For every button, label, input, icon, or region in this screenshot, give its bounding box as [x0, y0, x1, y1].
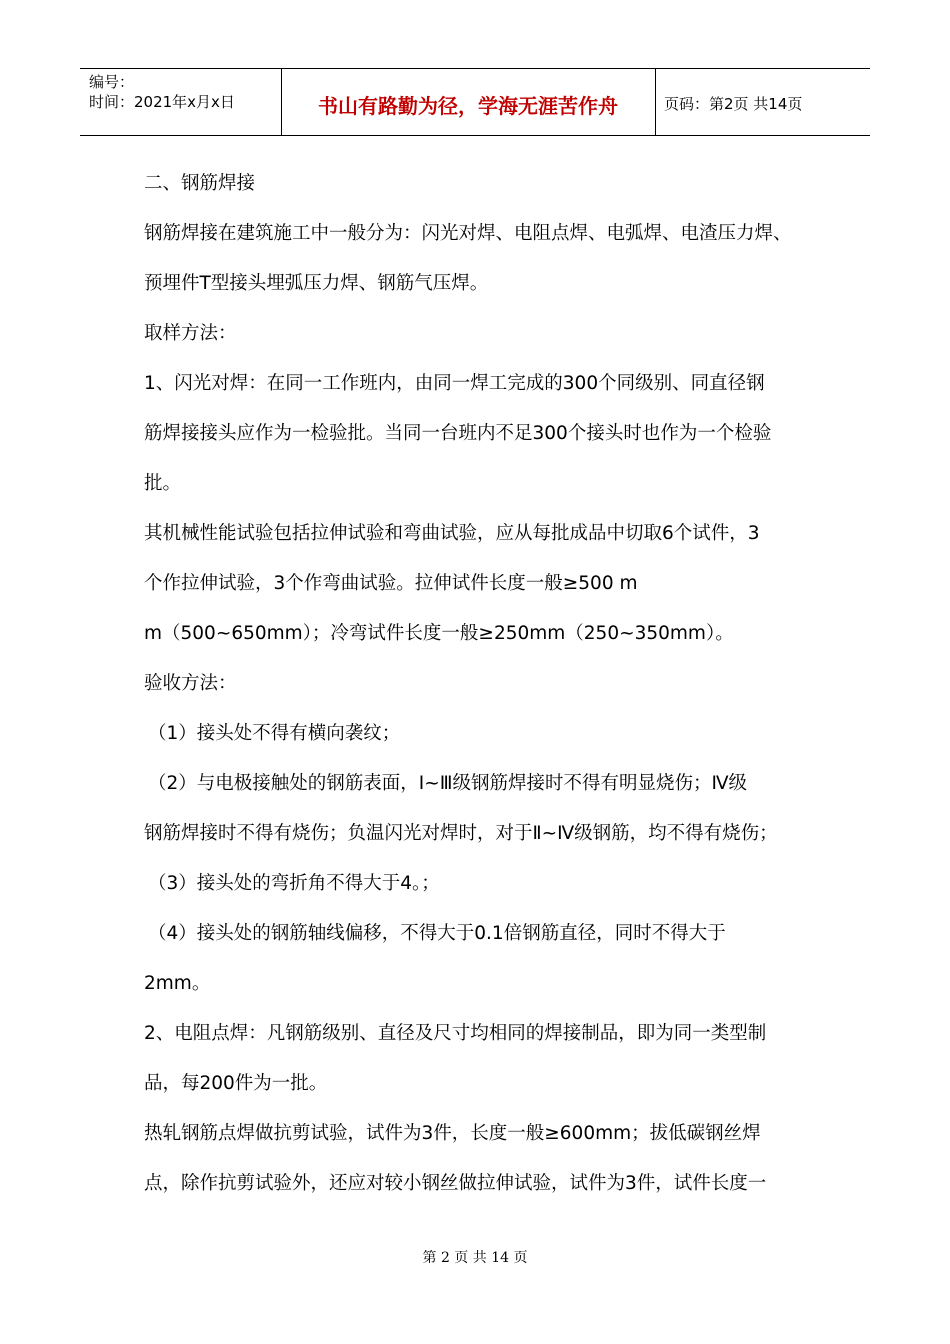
paragraph-line: 预埋件T型接头埋弧压力焊、钢筋气压焊。 — [144, 273, 489, 294]
paragraph-line: 钢筋焊接时不得有烧伤；负温闪光对焊时，对于Ⅱ~Ⅳ级钢筋，均不得有烧伤； — [144, 823, 778, 844]
document-body — [144, 167, 824, 1217]
header-page-info: 页码：第2页 共14页 — [664, 95, 803, 113]
paragraph-line: 其机械性能试验包括拉伸试验和弯曲试验，应从每批成品中切取6个试件，3 — [144, 523, 760, 544]
page-footer: 第 2 页 共 14 页 — [422, 1250, 528, 1266]
number-label: 编号： — [89, 73, 135, 91]
paragraph-line: 筋焊接接头应作为一检验批。当同一台班内不足300个接头时也作为一个检验 — [144, 423, 772, 444]
subheading-sampling: 取样方法： — [144, 323, 237, 344]
paragraph-line: m（500~650mm）；冷弯试件长度一般≥250mm（250~350mm）。 — [144, 623, 734, 644]
header-divider — [655, 68, 656, 136]
paragraph-line: 2mm。 — [144, 973, 211, 994]
paragraph-line: 点，除作抗剪试验外，还应对较小钢丝做拉伸试验，试件为3件，试件长度一 — [144, 1173, 767, 1194]
list-item: （1）接头处不得有横向袭纹； — [148, 723, 401, 744]
paragraph-line: 钢筋焊接在建筑施工中一般分为：闪光对焊、电阻点焊、电弧焊、电渣压力焊、 — [144, 223, 792, 244]
header-motto: 书山有路勤为径，学海无涯苦作舟 — [318, 94, 618, 118]
header-left-cell — [89, 72, 235, 112]
subheading-acceptance: 验收方法： — [144, 673, 237, 694]
paragraph-line: 2、电阻点焊：凡钢筋级别、直径及尺寸均相同的焊接制品，即为同一类型制 — [144, 1023, 767, 1044]
header-top-rule — [80, 68, 870, 69]
paragraph-line: 热轧钢筋点焊做抗剪试验，试件为3件，长度一般≥600mm；拔低碳钢丝焊 — [144, 1123, 761, 1144]
paragraph-line: 批。 — [144, 473, 182, 494]
header-bottom-rule — [80, 135, 870, 136]
list-item: （4）接头处的钢筋轴线偏移，不得大于0.1倍钢筋直径，同时不得大于 — [148, 923, 726, 944]
paragraph-line: 个作拉伸试验，3个作弯曲试验。拉伸试件长度一般≥500 m — [144, 573, 638, 594]
list-item: （3）接头处的弯折角不得大于4。； — [148, 873, 440, 894]
list-item: （2）与电极接触处的钢筋表面，Ⅰ~Ⅲ级钢筋焊接时不得有明显烧伤；Ⅳ级 — [148, 773, 748, 794]
date-label: 时间：2021年x月x日 — [89, 93, 235, 111]
paragraph-line: 品，每200件为一批。 — [144, 1073, 328, 1094]
paragraph-line: 1、闪光对焊：在同一工作班内，由同一焊工完成的300个同级别、同直径钢 — [144, 373, 765, 394]
section-heading: 二、钢筋焊接 — [144, 173, 256, 194]
